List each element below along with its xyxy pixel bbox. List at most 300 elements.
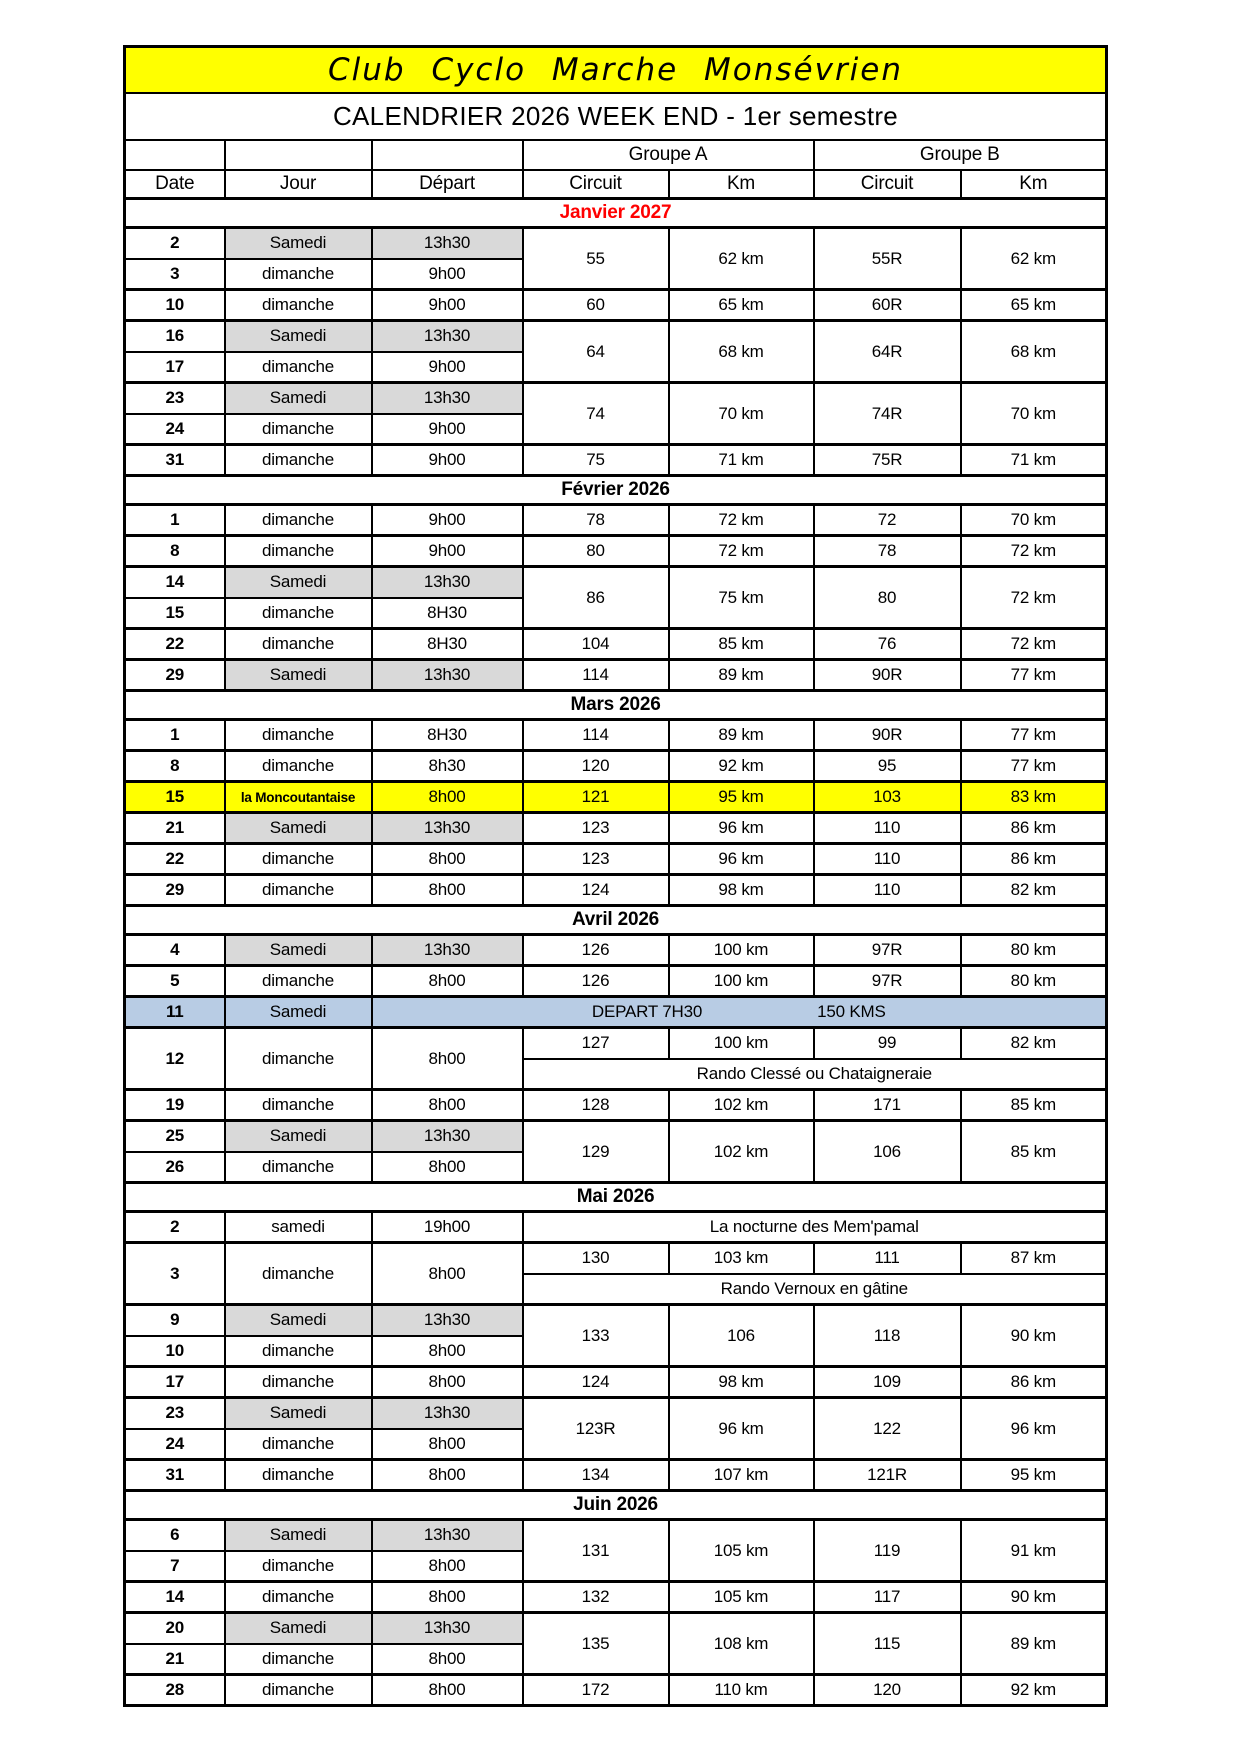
jour-cell: dimanche — [225, 1582, 372, 1613]
depart-cell: 8H30 — [372, 598, 523, 629]
depart-cell: 8H30 — [372, 720, 523, 751]
circuit-b-cell: 97R — [814, 935, 961, 966]
column-header-date: Date — [125, 170, 225, 199]
date-cell: 1 — [125, 720, 225, 751]
date-cell: 21 — [125, 813, 225, 844]
jour-cell: Samedi — [225, 1121, 372, 1152]
date-cell: 4 — [125, 935, 225, 966]
column-header-km-b: Km — [961, 170, 1107, 199]
circuit-b-cell: 103 — [814, 782, 961, 813]
depart-cell: 9h00 — [372, 445, 523, 476]
km-a-cell: 96 km — [669, 844, 814, 875]
km-a-cell: 108 km — [669, 1613, 814, 1675]
circuit-a-cell: 128 — [523, 1090, 669, 1121]
jour-cell: dimanche — [225, 1551, 372, 1582]
date-cell: 14 — [125, 567, 225, 598]
depart-cell: 8h00 — [372, 966, 523, 997]
circuit-a-cell: 114 — [523, 660, 669, 691]
calendar-head — [125, 47, 1107, 199]
depart-cell: 19h00 — [372, 1212, 523, 1243]
circuit-b-cell: 118 — [814, 1305, 961, 1367]
date-cell: 1 — [125, 505, 225, 536]
depart-cell: 9h00 — [372, 414, 523, 445]
month-header: Mars 2026 — [125, 691, 1107, 720]
jour-cell: dimanche — [225, 1675, 372, 1706]
depart-banner-cell — [372, 997, 1107, 1028]
date-cell: 19 — [125, 1090, 225, 1121]
km-a-cell: 95 km — [669, 782, 814, 813]
date-cell: 17 — [125, 352, 225, 383]
date-cell: 3 — [125, 1243, 225, 1305]
km-b-cell: 82 km — [961, 1028, 1107, 1059]
circuit-b-cell: 122 — [814, 1398, 961, 1460]
table-row — [125, 321, 1107, 352]
table-row — [125, 875, 1107, 906]
km-a-cell: 100 km — [669, 966, 814, 997]
km-a-cell: 89 km — [669, 660, 814, 691]
km-b-cell: 80 km — [961, 966, 1107, 997]
month-header: Juin 2026 — [125, 1491, 1107, 1520]
table-row — [125, 782, 1107, 813]
depart-cell: 8h00 — [372, 1551, 523, 1582]
km-b-cell: 96 km — [961, 1398, 1107, 1460]
circuit-b-cell: 95 — [814, 751, 961, 782]
km-a-cell: 96 km — [669, 1398, 814, 1460]
date-cell: 24 — [125, 414, 225, 445]
column-header-depart: Départ — [372, 170, 523, 199]
event-note-cell: La nocturne des Mem'pamal — [523, 1212, 1107, 1243]
jour-cell: dimanche — [225, 629, 372, 660]
circuit-b-cell: 60R — [814, 290, 961, 321]
date-cell: 23 — [125, 383, 225, 414]
circuit-b-cell: 78 — [814, 536, 961, 567]
month-header: Avril 2026 — [125, 906, 1107, 935]
column-header-circuit-b: Circuit — [814, 170, 961, 199]
depart-cell: 8h00 — [372, 782, 523, 813]
km-b-cell: 62 km — [961, 228, 1107, 290]
depart-cell: 13h30 — [372, 228, 523, 259]
column-header-km-a: Km — [669, 170, 814, 199]
km-a-cell: 65 km — [669, 290, 814, 321]
date-cell: 10 — [125, 1336, 225, 1367]
circuit-a-cell: 126 — [523, 935, 669, 966]
circuit-a-cell: 135 — [523, 1613, 669, 1675]
km-a-cell: 98 km — [669, 1367, 814, 1398]
table-row — [125, 383, 1107, 414]
event-name-cell: la Moncoutantaise — [225, 782, 372, 813]
month-row — [125, 476, 1107, 505]
circuit-a-cell: 123R — [523, 1398, 669, 1460]
jour-cell: Samedi — [225, 383, 372, 414]
depart-cell: 8h00 — [372, 1336, 523, 1367]
circuit-b-cell: 90R — [814, 660, 961, 691]
title-row — [125, 47, 1107, 93]
date-cell: 3 — [125, 259, 225, 290]
table-row — [125, 1121, 1107, 1152]
circuit-b-cell: 64R — [814, 321, 961, 383]
depart-cell: 9h00 — [372, 536, 523, 567]
km-a-cell: 75 km — [669, 567, 814, 629]
circuit-a-cell: 78 — [523, 505, 669, 536]
jour-cell: dimanche — [225, 259, 372, 290]
circuit-b-cell: 106 — [814, 1121, 961, 1183]
depart-cell: 8h30 — [372, 751, 523, 782]
depart-cell: 13h30 — [372, 321, 523, 352]
jour-cell: dimanche — [225, 875, 372, 906]
group-header-empty-cell — [225, 140, 372, 170]
circuit-b-cell: 75R — [814, 445, 961, 476]
circuit-b-cell: 76 — [814, 629, 961, 660]
month-row — [125, 1491, 1107, 1520]
jour-cell: dimanche — [225, 1028, 372, 1090]
jour-cell: dimanche — [225, 1644, 372, 1675]
month-row — [125, 691, 1107, 720]
depart-cell: 8h00 — [372, 1582, 523, 1613]
jour-cell: Samedi — [225, 1305, 372, 1336]
date-cell: 5 — [125, 966, 225, 997]
circuit-a-cell: 132 — [523, 1582, 669, 1613]
table-row — [125, 567, 1107, 598]
jour-cell: dimanche — [225, 751, 372, 782]
column-header-jour: Jour — [225, 170, 372, 199]
km-a-cell: 107 km — [669, 1460, 814, 1491]
km-a-cell: 72 km — [669, 536, 814, 567]
column-header-row — [125, 170, 1107, 199]
table-row — [125, 1367, 1107, 1398]
date-cell: 23 — [125, 1398, 225, 1429]
jour-cell: dimanche — [225, 720, 372, 751]
km-b-cell: 82 km — [961, 875, 1107, 906]
circuit-b-cell: 97R — [814, 966, 961, 997]
date-cell: 6 — [125, 1520, 225, 1551]
jour-cell: Samedi — [225, 228, 372, 259]
event-note-cell: Rando Clessé ou Chataigneraie — [523, 1059, 1107, 1090]
month-header: Février 2026 — [125, 476, 1107, 505]
jour-cell: Samedi — [225, 813, 372, 844]
circuit-a-cell: 104 — [523, 629, 669, 660]
circuit-b-cell: 109 — [814, 1367, 961, 1398]
table-row — [125, 751, 1107, 782]
km-b-cell: 68 km — [961, 321, 1107, 383]
depart-cell: 8h00 — [372, 1429, 523, 1460]
circuit-a-cell: 74 — [523, 383, 669, 445]
km-a-cell: 103 km — [669, 1243, 814, 1274]
group-header-row — [125, 140, 1107, 170]
table-row — [125, 1520, 1107, 1551]
km-a-cell: 105 km — [669, 1582, 814, 1613]
date-cell: 12 — [125, 1028, 225, 1090]
depart-cell: 13h30 — [372, 1398, 523, 1429]
circuit-a-cell: 86 — [523, 567, 669, 629]
km-a-cell: 110 km — [669, 1675, 814, 1706]
club-title-banner: Club Cyclo Marche Monsévrien — [125, 47, 1107, 93]
km-b-cell: 70 km — [961, 383, 1107, 445]
circuit-a-cell: 123 — [523, 844, 669, 875]
km-a-cell: 85 km — [669, 629, 814, 660]
circuit-b-cell: 119 — [814, 1520, 961, 1582]
table-row — [125, 1028, 1107, 1059]
jour-cell: Samedi — [225, 1520, 372, 1551]
table-row — [125, 1212, 1107, 1243]
depart-cell: 8H30 — [372, 629, 523, 660]
table-row — [125, 505, 1107, 536]
calendar-table — [123, 45, 1108, 1707]
date-cell: 26 — [125, 1152, 225, 1183]
km-a-cell: 70 km — [669, 383, 814, 445]
subtitle-row — [125, 93, 1107, 140]
km-b-cell: 85 km — [961, 1090, 1107, 1121]
km-b-cell: 95 km — [961, 1460, 1107, 1491]
month-row — [125, 1183, 1107, 1212]
depart-cell: 8h00 — [372, 1460, 523, 1491]
jour-cell: samedi — [225, 1212, 372, 1243]
table-row — [125, 1243, 1107, 1274]
table-row — [125, 445, 1107, 476]
circuit-b-cell: 110 — [814, 844, 961, 875]
jour-cell: dimanche — [225, 1429, 372, 1460]
jour-cell: Samedi — [225, 321, 372, 352]
depart-cell: 8h00 — [372, 1028, 523, 1090]
depart-cell: 8h00 — [372, 1675, 523, 1706]
group-header-empty-cell — [125, 140, 225, 170]
km-b-cell: 80 km — [961, 935, 1107, 966]
depart-cell: 13h30 — [372, 567, 523, 598]
circuit-b-cell: 74R — [814, 383, 961, 445]
circuit-a-cell: 124 — [523, 1367, 669, 1398]
circuit-a-cell: 121 — [523, 782, 669, 813]
circuit-b-cell: 99 — [814, 1028, 961, 1059]
km-b-cell: 91 km — [961, 1520, 1107, 1582]
circuit-a-cell: 60 — [523, 290, 669, 321]
depart-cell: 9h00 — [372, 290, 523, 321]
date-cell: 22 — [125, 844, 225, 875]
circuit-a-cell: 64 — [523, 321, 669, 383]
circuit-b-cell: 120 — [814, 1675, 961, 1706]
date-cell: 24 — [125, 1429, 225, 1460]
date-cell: 31 — [125, 1460, 225, 1491]
date-cell: 9 — [125, 1305, 225, 1336]
jour-cell: Samedi — [225, 1398, 372, 1429]
depart-cell: 8h00 — [372, 1152, 523, 1183]
jour-cell: dimanche — [225, 505, 372, 536]
date-cell: 2 — [125, 228, 225, 259]
km-a-cell: 106 — [669, 1305, 814, 1367]
jour-cell: dimanche — [225, 536, 372, 567]
circuit-a-cell: 134 — [523, 1460, 669, 1491]
jour-cell: dimanche — [225, 598, 372, 629]
km-a-cell: 89 km — [669, 720, 814, 751]
km-b-cell: 72 km — [961, 536, 1107, 567]
month-header: Janvier 2027 — [125, 199, 1107, 228]
jour-cell: Samedi — [225, 567, 372, 598]
km-b-cell: 77 km — [961, 720, 1107, 751]
date-cell: 7 — [125, 1551, 225, 1582]
month-header: Mai 2026 — [125, 1183, 1107, 1212]
jour-cell: Samedi — [225, 1613, 372, 1644]
km-b-cell: 70 km — [961, 505, 1107, 536]
table-row — [125, 997, 1107, 1028]
table-row — [125, 1460, 1107, 1491]
km-b-cell: 83 km — [961, 782, 1107, 813]
date-cell: 17 — [125, 1367, 225, 1398]
table-row — [125, 660, 1107, 691]
jour-cell: Samedi — [225, 660, 372, 691]
km-a-cell: 92 km — [669, 751, 814, 782]
table-row — [125, 1675, 1107, 1706]
table-row — [125, 1090, 1107, 1121]
date-cell: 22 — [125, 629, 225, 660]
date-cell: 29 — [125, 875, 225, 906]
km-b-cell: 77 km — [961, 751, 1107, 782]
date-cell: 15 — [125, 598, 225, 629]
depart-cell: 13h30 — [372, 1613, 523, 1644]
depart-cell: 13h30 — [372, 813, 523, 844]
km-a-cell: 62 km — [669, 228, 814, 290]
calendar-subtitle: CALENDRIER 2026 WEEK END - 1er semestre — [125, 93, 1107, 140]
jour-cell: dimanche — [225, 1367, 372, 1398]
jour-cell: dimanche — [225, 966, 372, 997]
table-row — [125, 1613, 1107, 1644]
depart-cell: 8h00 — [372, 1367, 523, 1398]
jour-cell: dimanche — [225, 445, 372, 476]
depart-cell: 13h30 — [372, 1121, 523, 1152]
jour-cell: Samedi — [225, 935, 372, 966]
km-b-cell: 86 km — [961, 813, 1107, 844]
depart-cell: 13h30 — [372, 660, 523, 691]
km-a-cell: 72 km — [669, 505, 814, 536]
table-row — [125, 1582, 1107, 1613]
table-row — [125, 813, 1107, 844]
circuit-a-cell: 80 — [523, 536, 669, 567]
km-b-cell: 90 km — [961, 1582, 1107, 1613]
circuit-b-cell: 72 — [814, 505, 961, 536]
km-a-cell: 102 km — [669, 1121, 814, 1183]
distance-label: 150 KMS — [817, 1002, 886, 1021]
date-cell: 14 — [125, 1582, 225, 1613]
circuit-b-cell: 117 — [814, 1582, 961, 1613]
date-cell: 11 — [125, 997, 225, 1028]
depart-cell: 8h00 — [372, 875, 523, 906]
jour-cell: dimanche — [225, 414, 372, 445]
date-cell: 16 — [125, 321, 225, 352]
date-cell: 25 — [125, 1121, 225, 1152]
circuit-b-cell: 80 — [814, 567, 961, 629]
date-cell: 8 — [125, 536, 225, 567]
circuit-a-cell: 124 — [523, 875, 669, 906]
depart-cell: 8h00 — [372, 1090, 523, 1121]
date-cell: 10 — [125, 290, 225, 321]
table-row — [125, 966, 1107, 997]
jour-cell: dimanche — [225, 1243, 372, 1305]
km-a-cell: 71 km — [669, 445, 814, 476]
circuit-b-cell: 110 — [814, 875, 961, 906]
date-cell: 21 — [125, 1644, 225, 1675]
circuit-a-cell: 172 — [523, 1675, 669, 1706]
circuit-b-cell: 171 — [814, 1090, 961, 1121]
circuit-a-cell: 114 — [523, 720, 669, 751]
km-a-cell: 98 km — [669, 875, 814, 906]
jour-cell: dimanche — [225, 1090, 372, 1121]
jour-cell: dimanche — [225, 844, 372, 875]
km-a-cell: 102 km — [669, 1090, 814, 1121]
circuit-a-cell: 131 — [523, 1520, 669, 1582]
km-b-cell: 85 km — [961, 1121, 1107, 1183]
circuit-a-cell: 120 — [523, 751, 669, 782]
km-b-cell: 72 km — [961, 567, 1107, 629]
km-b-cell: 89 km — [961, 1613, 1107, 1675]
km-b-cell: 90 km — [961, 1305, 1107, 1367]
km-a-cell: 105 km — [669, 1520, 814, 1582]
table-row — [125, 228, 1107, 259]
jour-cell: dimanche — [225, 290, 372, 321]
banner-content — [375, 1002, 1104, 1022]
date-cell: 20 — [125, 1613, 225, 1644]
depart-cell: 9h00 — [372, 259, 523, 290]
depart-cell: 13h30 — [372, 935, 523, 966]
km-b-cell: 72 km — [961, 629, 1107, 660]
table-row — [125, 536, 1107, 567]
km-b-cell: 86 km — [961, 1367, 1107, 1398]
circuit-b-cell: 55R — [814, 228, 961, 290]
depart-cell: 13h30 — [372, 1520, 523, 1551]
km-a-cell: 100 km — [669, 1028, 814, 1059]
depart-cell: 13h30 — [372, 383, 523, 414]
jour-cell: dimanche — [225, 1336, 372, 1367]
month-row — [125, 906, 1107, 935]
jour-cell: Samedi — [225, 997, 372, 1028]
km-a-cell: 68 km — [669, 321, 814, 383]
jour-cell: dimanche — [225, 352, 372, 383]
circuit-b-cell: 111 — [814, 1243, 961, 1274]
depart-cell: 9h00 — [372, 352, 523, 383]
event-note-cell: Rando Vernoux en gâtine — [523, 1274, 1107, 1305]
depart-time-label: DEPART 7H30 — [591, 1002, 703, 1021]
month-row — [125, 199, 1107, 228]
depart-cell: 8h00 — [372, 844, 523, 875]
depart-cell: 8h00 — [372, 1644, 523, 1675]
km-b-cell: 77 km — [961, 660, 1107, 691]
circuit-a-cell: 133 — [523, 1305, 669, 1367]
km-a-cell: 96 km — [669, 813, 814, 844]
jour-cell: dimanche — [225, 1152, 372, 1183]
km-b-cell: 65 km — [961, 290, 1107, 321]
circuit-a-cell: 126 — [523, 966, 669, 997]
km-b-cell: 92 km — [961, 1675, 1107, 1706]
km-b-cell: 86 km — [961, 844, 1107, 875]
circuit-a-cell: 75 — [523, 445, 669, 476]
circuit-b-cell: 115 — [814, 1613, 961, 1675]
group-header-empty-cell — [372, 140, 523, 170]
date-cell: 8 — [125, 751, 225, 782]
km-b-cell: 71 km — [961, 445, 1107, 476]
table-row — [125, 720, 1107, 751]
km-a-cell: 100 km — [669, 935, 814, 966]
date-cell: 31 — [125, 445, 225, 476]
date-cell: 28 — [125, 1675, 225, 1706]
jour-cell: dimanche — [225, 1460, 372, 1491]
table-row — [125, 629, 1107, 660]
circuit-a-cell: 127 — [523, 1028, 669, 1059]
circuit-a-cell: 55 — [523, 228, 669, 290]
date-cell: 15 — [125, 782, 225, 813]
calendar-table-body — [125, 199, 1107, 1706]
table-row — [125, 844, 1107, 875]
date-cell: 29 — [125, 660, 225, 691]
date-cell: 2 — [125, 1212, 225, 1243]
depart-cell: 13h30 — [372, 1305, 523, 1336]
table-row — [125, 290, 1107, 321]
circuit-b-cell: 121R — [814, 1460, 961, 1491]
